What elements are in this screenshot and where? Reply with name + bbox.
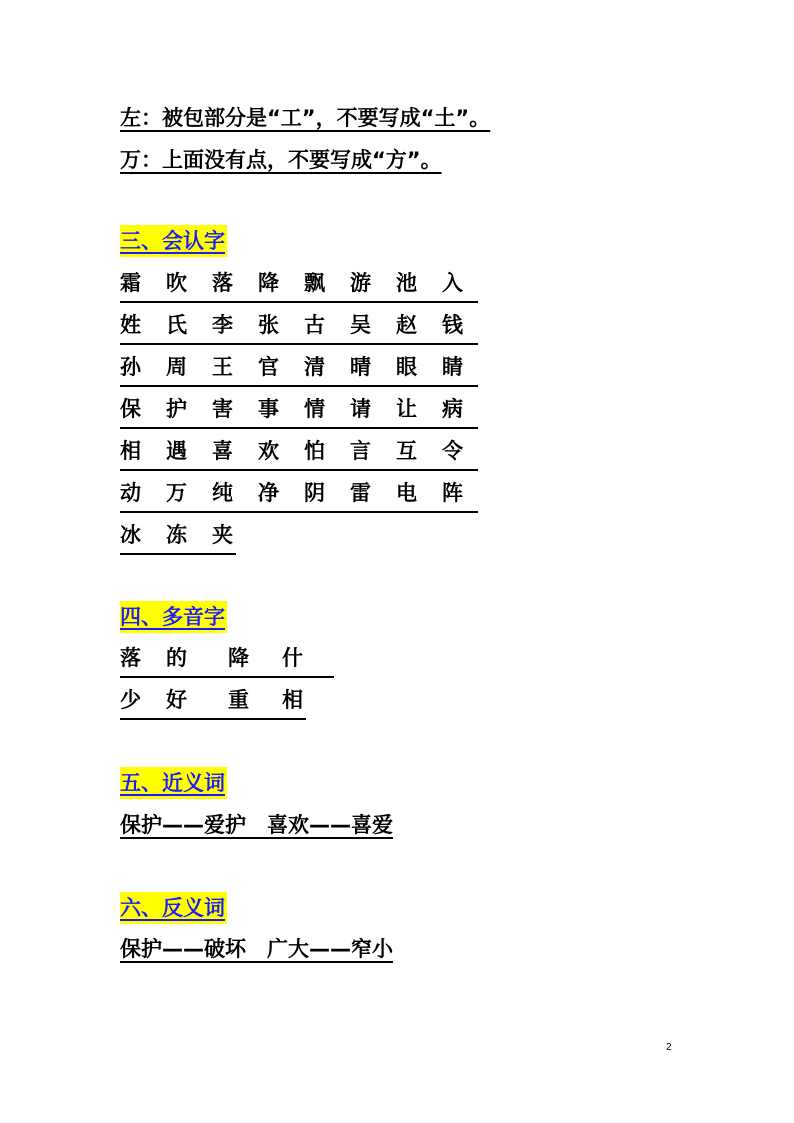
section-heading-synonyms: 五、近义词 bbox=[120, 767, 227, 799]
char: 请 bbox=[350, 397, 371, 421]
char: 冰 bbox=[120, 523, 141, 547]
char: 钱 bbox=[442, 313, 463, 337]
char: 孙 bbox=[120, 355, 141, 379]
char-row bbox=[120, 478, 478, 513]
char-row bbox=[120, 394, 478, 429]
char: 让 bbox=[396, 397, 417, 421]
char: 喜 bbox=[212, 439, 233, 463]
char: 吴 bbox=[350, 313, 371, 337]
char: 的 bbox=[166, 646, 187, 670]
char: 官 bbox=[258, 355, 279, 379]
note-line-2: 万：上面没有点，不要写成“方”。 bbox=[120, 148, 442, 172]
page-number: 2 bbox=[666, 1042, 672, 1053]
char: 动 bbox=[120, 481, 141, 505]
char: 净 bbox=[258, 481, 279, 505]
char: 雷 bbox=[350, 481, 371, 505]
char: 护 bbox=[166, 397, 187, 421]
char: 赵 bbox=[396, 313, 417, 337]
char: 怕 bbox=[304, 439, 325, 463]
char: 眼 bbox=[396, 355, 417, 379]
char: 古 bbox=[304, 313, 325, 337]
section-heading-polyphonic: 四、多音字 bbox=[120, 601, 227, 633]
char: 落 bbox=[120, 646, 141, 670]
char: 少 bbox=[120, 688, 141, 712]
char: 吹 bbox=[166, 271, 187, 295]
char: 阴 bbox=[304, 481, 325, 505]
char: 情 bbox=[304, 397, 325, 421]
char: 睛 bbox=[442, 355, 463, 379]
section-heading-antonyms: 六、反义词 bbox=[120, 892, 227, 924]
char-row bbox=[120, 436, 478, 471]
char: 游 bbox=[350, 271, 371, 295]
char: 落 bbox=[212, 271, 233, 295]
note-line-1: 左：被包部分是“工”，不要写成“土”。 bbox=[120, 106, 491, 130]
char: 相 bbox=[282, 688, 303, 712]
polyphonic-row bbox=[120, 643, 334, 678]
char: 纯 bbox=[212, 481, 233, 505]
char: 池 bbox=[396, 271, 417, 295]
char-row bbox=[120, 268, 478, 303]
char-row bbox=[120, 520, 236, 555]
char: 冻 bbox=[166, 523, 187, 547]
char: 飘 bbox=[304, 271, 325, 295]
char: 夹 bbox=[212, 523, 233, 547]
char: 保 bbox=[120, 397, 141, 421]
char: 事 bbox=[258, 397, 279, 421]
char: 重 bbox=[228, 688, 249, 712]
char: 清 bbox=[304, 355, 325, 379]
char: 令 bbox=[442, 439, 463, 463]
char-row bbox=[120, 310, 478, 345]
char: 什 bbox=[282, 646, 303, 670]
char: 李 bbox=[212, 313, 233, 337]
char: 相 bbox=[120, 439, 141, 463]
char: 周 bbox=[166, 355, 187, 379]
char: 欢 bbox=[258, 439, 279, 463]
antonyms-line: 保护——破坏 广大——窄小 bbox=[120, 937, 393, 961]
char: 言 bbox=[350, 439, 371, 463]
char-row bbox=[120, 352, 478, 387]
char: 降 bbox=[258, 271, 279, 295]
char: 氏 bbox=[166, 313, 187, 337]
char: 病 bbox=[442, 397, 463, 421]
section-heading-recognize: 三、会认字 bbox=[120, 225, 227, 257]
char: 姓 bbox=[120, 313, 141, 337]
char: 害 bbox=[212, 397, 233, 421]
char: 张 bbox=[258, 313, 279, 337]
char: 互 bbox=[396, 439, 417, 463]
char: 万 bbox=[166, 481, 187, 505]
char: 阵 bbox=[442, 481, 463, 505]
synonyms-line: 保护——爱护 喜欢——喜爱 bbox=[120, 813, 393, 837]
char: 降 bbox=[228, 646, 249, 670]
polyphonic-row bbox=[120, 685, 306, 720]
char: 入 bbox=[442, 271, 463, 295]
char: 遇 bbox=[166, 439, 187, 463]
char: 好 bbox=[166, 688, 187, 712]
char: 电 bbox=[396, 481, 417, 505]
char: 晴 bbox=[350, 355, 371, 379]
char: 王 bbox=[212, 355, 233, 379]
char: 霜 bbox=[120, 271, 141, 295]
